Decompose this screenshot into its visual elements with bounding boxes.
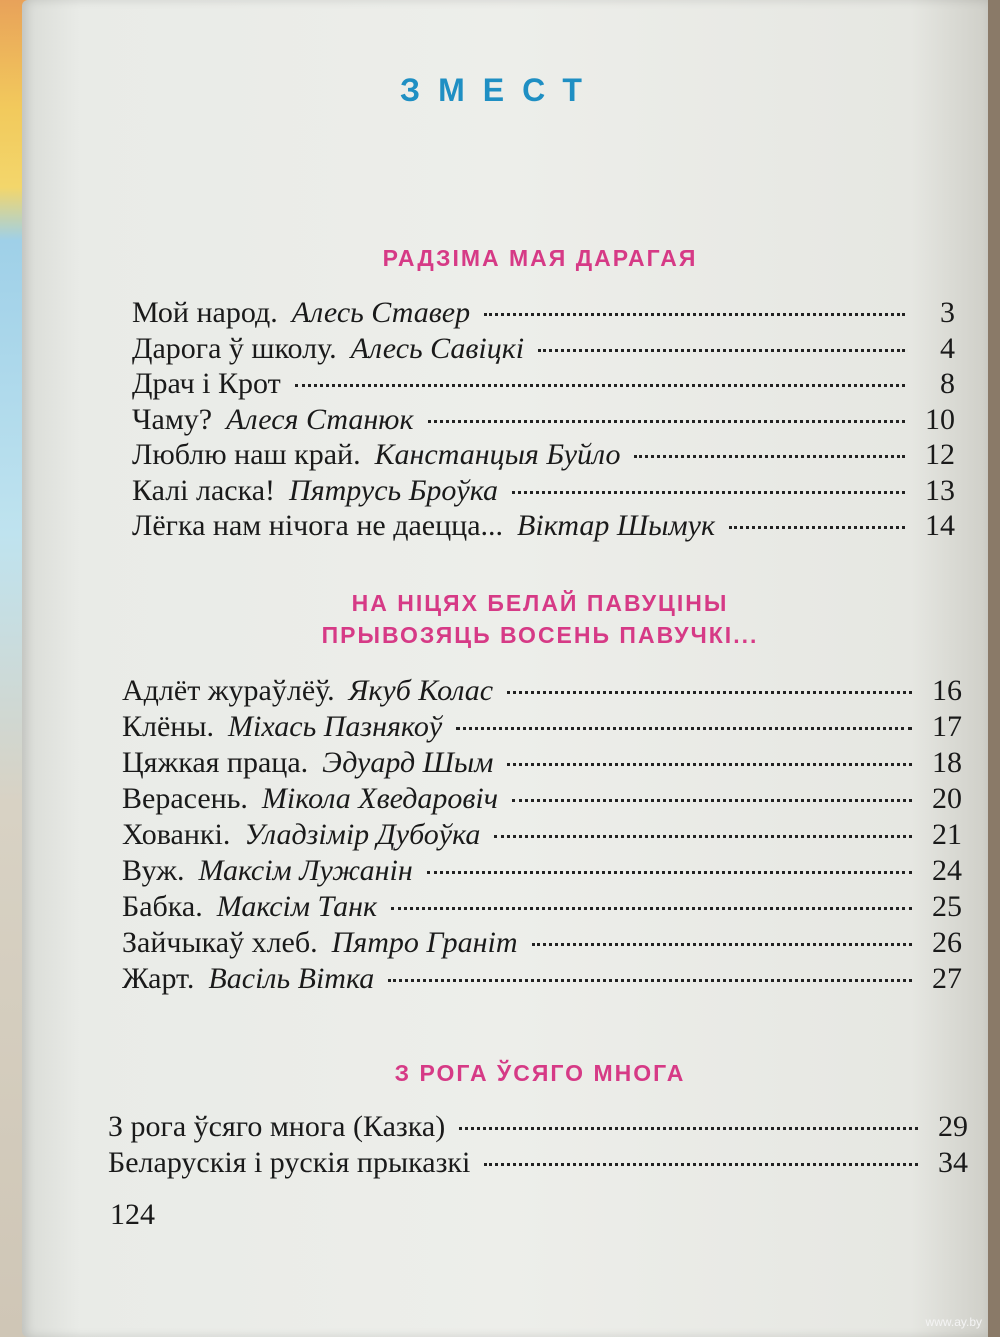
entry-title: Калі ласка! — [132, 473, 276, 507]
toc-entry[interactable] — [132, 332, 955, 366]
entry-author: Максім Танк — [216, 890, 378, 923]
entry-author: Міхась Пазнякоў — [228, 710, 443, 743]
entry-page-number: 21 — [932, 818, 962, 851]
dot-leader — [532, 943, 912, 946]
toc-entry[interactable] — [122, 818, 962, 852]
entry-author: Пятрусь Броўка — [289, 473, 498, 507]
entry-title: Люблю наш край. — [132, 438, 361, 471]
entry-title: Беларускія і рускія прыказкі — [108, 1146, 471, 1179]
dot-leader — [459, 1127, 918, 1130]
toc-entry[interactable] — [132, 367, 955, 401]
entry-page-number: 27 — [932, 962, 962, 995]
dot-leader — [512, 799, 912, 802]
toc-entry[interactable] — [122, 782, 962, 816]
entry-author: Максім Лужанін — [198, 854, 413, 887]
dot-leader — [634, 455, 905, 458]
watermark: www.ay.by — [925, 1315, 982, 1329]
entry-author: Уладзімір Дубоўка — [244, 818, 481, 851]
entry-page-number: 24 — [932, 854, 962, 887]
toc-entry[interactable] — [122, 854, 962, 888]
entry-page-number: 25 — [932, 890, 962, 923]
entry-page-number: 29 — [938, 1110, 968, 1143]
entry-page-number: 10 — [925, 402, 955, 436]
toc-entry[interactable] — [132, 438, 955, 472]
toc-entry[interactable] — [108, 1110, 968, 1144]
entry-author: Мікола Хведаровіч — [261, 782, 499, 815]
dot-leader — [484, 313, 905, 316]
toc-entry[interactable] — [108, 1146, 968, 1180]
entry-author: Віктар Шымук — [517, 509, 715, 542]
entry-page-number: 16 — [932, 674, 962, 707]
entry-page-number: 13 — [925, 473, 955, 507]
dot-leader — [507, 763, 912, 766]
entry-author: Алесь Савіцкі — [350, 331, 525, 365]
entry-page-number: 4 — [940, 331, 955, 365]
section-heading: ПРЫВОЗЯЦЬ ВОСЕНЬ ПАВУЧКІ... — [321, 622, 759, 648]
section-heading: РАДЗІМА МАЯ ДАРАГАЯ — [382, 245, 698, 271]
entry-author: Пятро Граніт — [331, 926, 518, 959]
entry-title: Адлёт жураўлёў. — [122, 674, 335, 707]
entry-title: Дарога ў школу. — [132, 331, 337, 365]
dot-leader — [538, 349, 905, 352]
entry-title: З рога ўсяго многа (Казка) — [108, 1110, 446, 1143]
entry-title: Хованкі. — [122, 818, 231, 851]
toc-entry[interactable] — [122, 926, 962, 960]
dot-leader — [427, 871, 912, 874]
dot-leader — [456, 727, 912, 730]
entry-page-number: 20 — [932, 782, 962, 815]
page-number: 124 — [110, 1198, 155, 1231]
page-title: ЗМЕСТ — [400, 72, 600, 108]
entry-title: Драч і Крот — [132, 367, 281, 400]
dot-leader — [484, 1163, 918, 1166]
dot-leader — [494, 835, 912, 838]
entry-title: Вуж. — [122, 854, 185, 887]
entry-page-number: 14 — [925, 509, 955, 542]
toc-entry[interactable] — [132, 474, 955, 508]
entry-author: Якуб Колас — [348, 674, 494, 707]
dot-leader — [388, 979, 912, 982]
entry-page-number: 34 — [938, 1146, 968, 1179]
dot-leader — [391, 907, 912, 910]
entry-title: Верасень. — [122, 782, 248, 815]
toc-entry[interactable] — [122, 962, 962, 996]
section-heading: НА НІЦЯХ БЕЛАЙ ПАВУЦІНЫ — [351, 590, 729, 616]
entry-title: Чаму? — [132, 402, 213, 436]
entry-page-number: 18 — [932, 746, 962, 779]
toc-entry[interactable] — [122, 674, 962, 708]
entry-page-number: 17 — [932, 710, 962, 743]
entry-page-number: 3 — [940, 296, 955, 329]
entry-page-number: 8 — [940, 367, 955, 400]
dot-leader — [729, 526, 905, 529]
entry-title: Цяжкая праца. — [122, 746, 309, 779]
entry-author: Эдуард Шым — [322, 746, 494, 779]
toc-entry[interactable] — [122, 890, 962, 924]
entry-author: Канстанцыя Буйло — [374, 438, 621, 471]
toc-entry[interactable] — [132, 403, 955, 437]
toc-entry[interactable] — [132, 509, 955, 543]
entry-author: Алеся Станюк — [226, 402, 414, 436]
entry-title: Зайчыкаў хлеб. — [122, 926, 318, 959]
entry-author: Васіль Вітка — [208, 962, 375, 995]
entry-page-number: 26 — [932, 926, 962, 959]
toc-entry[interactable] — [122, 746, 962, 780]
entry-page-number: 12 — [925, 438, 955, 471]
entry-title: Клёны. — [122, 710, 215, 743]
toc-entry[interactable] — [122, 710, 962, 744]
dot-leader — [507, 691, 912, 694]
section-heading: З РОГА ЎСЯГО МНОГА — [394, 1060, 686, 1086]
entry-title: Мой народ. — [132, 296, 278, 329]
toc-entry[interactable] — [132, 296, 955, 330]
dot-leader — [295, 384, 905, 387]
entry-title: Лёгка нам нічога не даецца... — [132, 509, 504, 542]
entry-author: Алесь Ставер — [291, 296, 471, 329]
dot-leader — [428, 420, 906, 423]
dot-leader — [512, 491, 905, 494]
entry-title: Бабка. — [122, 890, 203, 923]
entry-title: Жарт. — [122, 962, 195, 995]
